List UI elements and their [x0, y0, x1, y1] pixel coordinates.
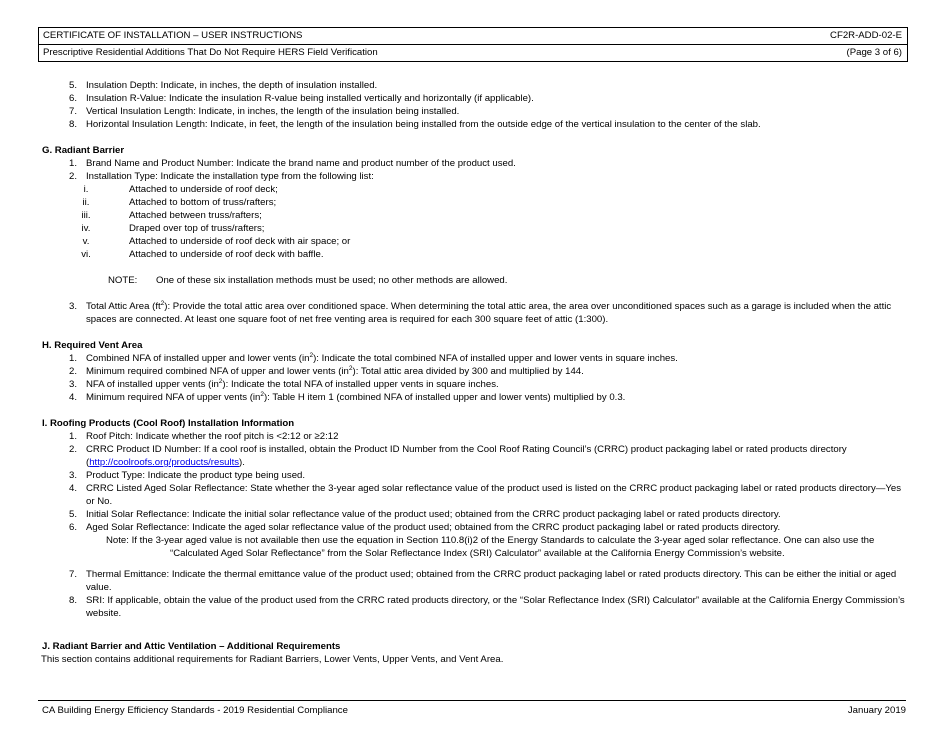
section-heading-radiant-barrier: G. Radiant Barrier — [42, 145, 125, 156]
list-item: 7. Thermal Emittance: Indicate the thermal emittance value of the product used; obtained from the CRRC product packaging label or rated products directory. This can be either the initial or aged value. — [68, 569, 897, 593]
list-item: 6. Aged Solar Reflectance: Indicate the aged solar reflectance value of the product used; obtained from the CRRC product packaging label or rated products directory. — [68, 522, 781, 533]
list-item: 5. Insulation Depth: Indicate, in inches, the depth of insulation installed. — [68, 80, 378, 91]
document-title: CERTIFICATE OF INSTALLATION – USER INSTRUCTIONS — [43, 30, 303, 41]
list-item: 8. SRI: If applicable, obtain the value of the product used from the CRRC rated products directory, or the “Solar Reflectance Index (SRI) Calculator” available at the California Energy Commission’s website. — [68, 595, 905, 619]
list-item: 2. CRRC Product ID Number: If a cool roof is installed, obtain the Product ID Number from the Cool Roof Rating Council’s (CRRC) product packaging label or rated products directory (http://coolroofs.org/products/results). — [68, 444, 847, 468]
list-item: 3. Total Attic Area $(ft^2)$: Provide the total attic area over conditioned space. When determining the total attic area, the area over unconditioned spaces such as a garage is included when the attic spaces are connected. At least one square foot of net free venting area is required for each 300 square feet of attic (1:300). — [68, 299, 892, 325]
list-item: 1. Brand Name and Product Number: Indicate the brand name and product number of the product used. — [68, 158, 516, 169]
aged-reflectance-note: Note: If the 3-year aged value is not available then use the equation in Section 110.8(i)2 of the Energy Standards to calculate the 3-year aged solar reflectance. One can also use the “Calculated Aged Solar Reflectance” from the Solar Reflectance Index (SRI) Calculator” available at the California Energy Commission’s website. — [106, 535, 875, 559]
installation-type-item: vi. Attached to underside of roof deck with baffle. — [81, 249, 324, 260]
list-item: 8. Horizontal Insulation Length: Indicate, in feet, the length of the insulation being installed from the outside edge of the vertical insulation to the center of the slab. — [68, 119, 761, 130]
installation-type-item: v. Attached to underside of roof deck with air space; or — [82, 236, 351, 247]
footer-date: January 2019 — [847, 705, 906, 716]
installation-type-item: iii. Attached between truss/rafters; — [81, 210, 262, 221]
header-row-2 — [39, 44, 907, 61]
list-item: 1. Combined NFA of installed upper and lower vents $(in^2)$: Indicate the total combined NFA of installed upper and lower vents in square inches. — [68, 351, 678, 364]
list-item: 1. Roof Pitch: Indicate whether the roof pitch is <2:12 or ≥2:12 — [68, 431, 339, 442]
document-subtitle: Prescriptive Residential Additions That Do Not Require HERS Field Verification — [43, 47, 378, 58]
crrc-products-link[interactable]: http://coolroofs.org/products/results — [89, 457, 240, 468]
installation-type-item: ii. Attached to bottom of truss/rafters; — [82, 197, 277, 208]
page-number: (Page 3 of 6) — [846, 47, 902, 58]
section-j-description: This section contains additional requirements for Radiant Barriers, Lower Vents, Upper Vents, and Vent Area. — [41, 654, 504, 665]
section-heading-required-vent-area: H. Required Vent Area — [42, 340, 143, 351]
section-heading-roofing-products: I. Roofing Products (Cool Roof) Installation Information — [42, 418, 295, 429]
section-heading-additional-requirements: J. Radiant Barrier and Attic Ventilation – Additional Requirements — [42, 641, 341, 652]
footer-divider — [38, 700, 906, 701]
list-item: 7. Vertical Insulation Length: Indicate, in inches, the length of the insulation being installed. — [68, 106, 460, 117]
list-item: 3. NFA of installed upper vents $(in^2)$: Indicate the total NFA of installed upper vents in square inches. — [68, 377, 499, 390]
document-body — [42, 79, 908, 666]
list-item: 2. Minimum required combined NFA of upper and lower vents $(in^2)$: Total attic area divided by 300 and multiplied by 144. — [68, 364, 584, 377]
footer-left: CA Building Energy Efficiency Standards - 2019 Residential Compliance — [42, 705, 348, 716]
list-item: 6. Insulation R-Value: Indicate the insulation R-value being installed vertically and horizontally (if applicable). — [68, 93, 534, 104]
installation-type-item: iv. Draped over top of truss/rafters; — [81, 223, 265, 234]
list-item: 3. Product Type: Indicate the product type being used. — [68, 470, 306, 481]
list-item: 5. Initial Solar Reflectance: Indicate the initial solar reflectance value of the product used; obtained from the CRRC product packaging label or rated products directory. — [68, 509, 781, 520]
installation-note: NOTE: One of these six installation methods must be used; no other methods are allowed. — [108, 275, 508, 286]
page-header — [38, 27, 908, 62]
header-row-1 — [39, 28, 907, 44]
installation-type-item: i. Attached to underside of roof deck; — [83, 184, 278, 195]
list-item: 4. Minimum required NFA of upper vents $(in^2)$: Table H item 1 (combined NFA of installed upper and lower vents) multiplied by 0.3. — [68, 390, 626, 403]
form-id: CF2R-ADD-02-E — [830, 30, 902, 41]
list-item: 2. Installation Type: Indicate the installation type from the following list: — [68, 171, 374, 182]
list-item: 4. CRRC Listed Aged Solar Reflectance: State whether the 3-year aged solar reflectance value of the product used is listed on the CRRC product packaging label or rated products directory—Yes or No. — [68, 483, 902, 507]
